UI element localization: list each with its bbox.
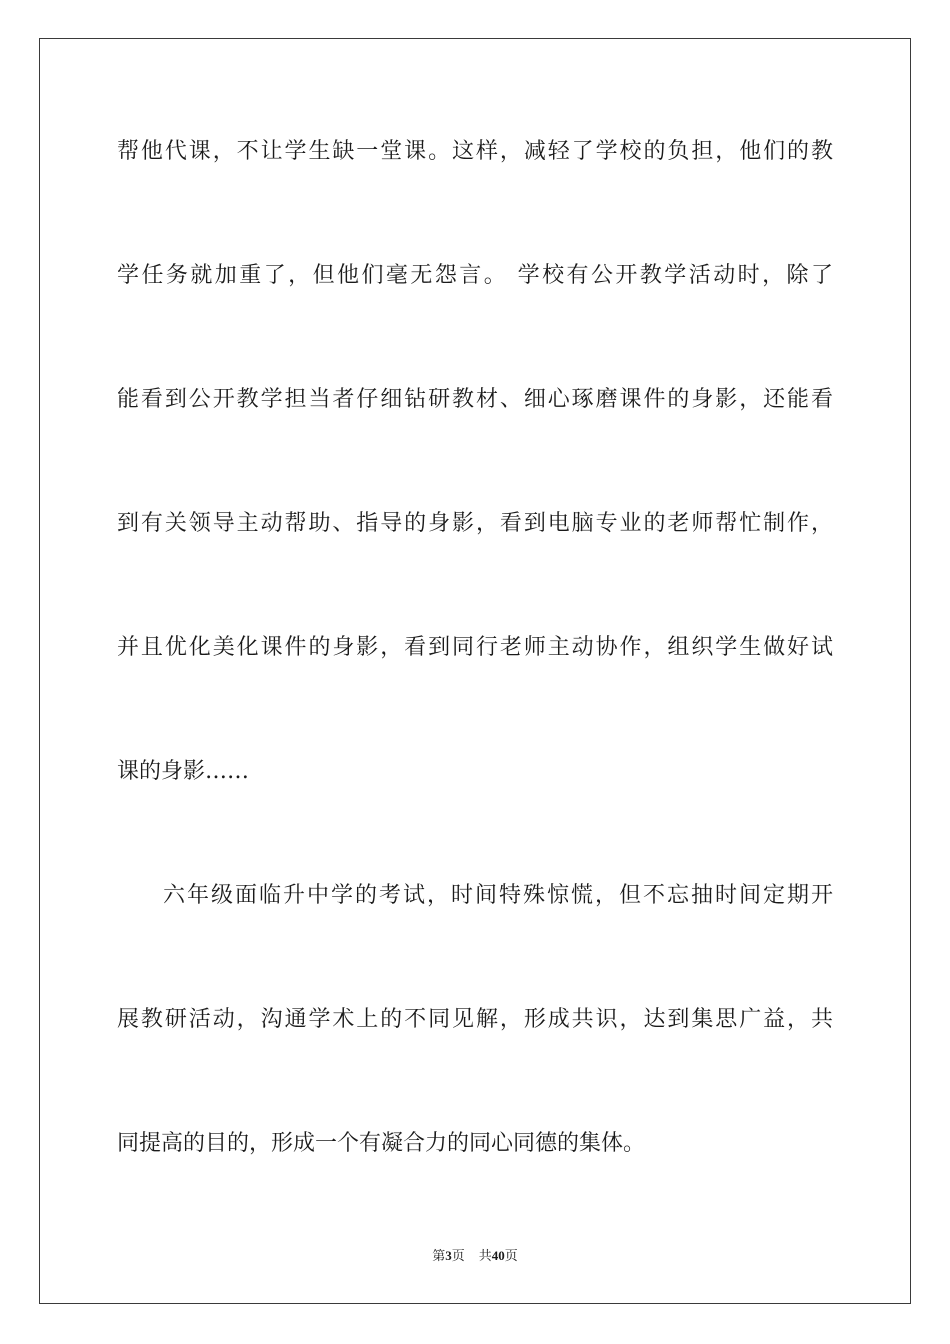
paragraph-2-line-1: 六年级面临升中学的考试，时间特殊惊慌，但不忘抽时间定期开 — [163, 883, 833, 908]
body-line-2: 学任务就加重了，但他们毫无怨言。 学校有公开教学活动时，除了 — [117, 263, 833, 288]
paragraph-2-line-3: 同提高的目的，形成一个有凝合力的同心同德的集体。 — [117, 1131, 646, 1156]
total-pages: 40 — [491, 1248, 505, 1263]
body-line-4: 到有关领导主动帮助、指导的身影，看到电脑专业的老师帮忙制作， — [117, 511, 833, 536]
page-footer — [0, 1247, 950, 1265]
body-line-1: 帮他代课，不让学生缺一堂课。这样，减轻了学校的负担，他们的教 — [117, 139, 833, 164]
paragraph-2-line-2: 展教研活动，沟通学术上的不同见解，形成共识，达到集思广益，共 — [117, 1007, 833, 1032]
page-label-suffix: 页 — [451, 1248, 465, 1263]
total-label-suffix: 页 — [504, 1248, 518, 1263]
body-line-6: 课的身影…… — [117, 759, 250, 784]
body-line-3: 能看到公开教学担当者仔细钻研教材、细心琢磨课件的身影，还能看 — [117, 387, 833, 412]
page-label-prefix: 第 — [432, 1248, 446, 1263]
body-line-5: 并且优化美化课件的身影，看到同行老师主动协作，组织学生做好试 — [117, 635, 833, 660]
page-border — [39, 38, 911, 1304]
total-label-prefix: 共 — [478, 1248, 492, 1263]
page-number: 3 — [445, 1248, 452, 1263]
